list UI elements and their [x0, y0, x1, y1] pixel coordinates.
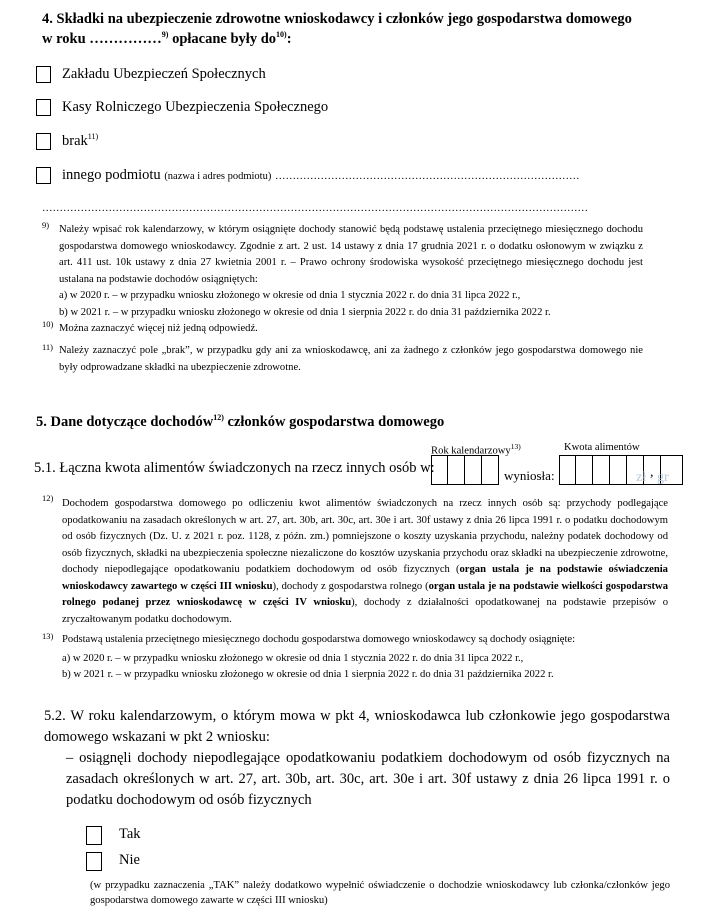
section-5-title: 5. Dane dotyczące dochodów$^{12)}$ członków gospodarstwa domowego	[36, 413, 445, 430]
column-year-header: Rok kalendarzowy$^{13)}$	[431, 442, 521, 457]
item-5-1-label: 5.1. Łączna kwota alimentów świadczonych na rzecz innych osób w:	[34, 460, 435, 476]
zl-label: zł	[636, 470, 647, 485]
footnote-12: Dochodem gospodarstwa domowego po odliczeniu kwot alimentów świadczonych na rzecz innych osób są: przychody podlegające opodatkowaniu na zasadach określonych w art. 27, art. 30b, art. 30c, art. 30e i art. 30f ustawy z dnia 26 lipca 1991 r. o podatku dochodowym od osób fizycznych (Dz. U. z 2021 r. poz. 1128, z późn. zm.) pomniejszone o koszty uzyskania przychodu, należny podatek dochodowy od osób fizycznych, składki na ubezpieczenia społeczne niezaliczone do kosztów uzyskania przychodu oraz składki na ubezpieczenie zdrowotne, dochody niepodlegające opodatkowaniu podatkiem dochodowym od osób fizycznych (organ ustala je na podstawie oświadczenia wnioskodawcy zawartego w części III wniosku), dochody z gospodarstwa rolnego (organ ustala je na podstawie wielkości gospodarstwa rolnego podanej przez wnioskodawcę w części IV wniosku), dochody z działalności opodatkowanej na podstawie przepisów o zryczałtowanym podatku dochodowym.	[62, 498, 668, 625]
amount-cell[interactable]	[559, 455, 576, 485]
checkbox-nie[interactable]	[86, 852, 102, 871]
podmiot-dots-line[interactable]: …………………………………………………………………………………………………………………………………………	[42, 203, 588, 214]
amount-cell[interactable]	[610, 455, 627, 485]
option-krus-label: Kasy Rolniczego Ubezpieczenia Społecznego	[62, 99, 329, 115]
checkbox-zus[interactable]	[36, 66, 51, 83]
decimal-comma: ,	[650, 465, 654, 480]
checkbox-krus[interactable]	[36, 99, 51, 116]
footnote-11-number: 11)	[42, 342, 54, 352]
footnote-13-b: b) w 2021 r. – w przypadku wniosku złożonego w okresie od dnia 1 sierpnia 2022 r. do dnia 31 października 2022 r.	[62, 669, 554, 680]
footnote-9-number: 9)	[42, 220, 50, 230]
checkbox-brak[interactable]	[36, 133, 51, 150]
year-cell[interactable]	[465, 455, 482, 485]
footnote-13-number: 13)	[42, 631, 54, 641]
nie-label: Nie	[119, 852, 140, 868]
column-amount-header: Kwota alimentów	[564, 442, 640, 453]
amount-cell[interactable]	[576, 455, 593, 485]
year-cell[interactable]	[482, 455, 499, 485]
gr-label: gr	[657, 470, 669, 485]
footnote-10-number: 10)	[42, 319, 54, 329]
option-zus-label: Zakładu Ubezpieczeń Społecznych	[62, 66, 266, 82]
option-brak-label: brak$^{11)}$	[62, 132, 99, 149]
footnote-9: Należy wpisać rok kalendarzowy, w którym osiągnięte dochody stanowić będą podstawę ustalenia przeciętnego miesięcznego dochodu gospodarstwa domowego wnioskodawcy. Zgodnie z art. 2 ust. 14 ustawy z dnia 17 grudnia 2021 r. o dodatku osłonowym w związku z art. 411 ust. 10k ustawy z dnia 27 kwietnia 2001 r. – Prawo ochrony środowiska wysokość przeciętnego miesięcznego dochodu jest ustalana na podstawie dochodów osiągniętych: a) w 2020 r. – w przypadku wniosku złożonego w okresie od dnia 1 stycznia 2022 r. do dnia 31 lipca 2022 r., b) w 2021 r. – w przypadku wniosku złożonego w okresie od dnia 1 sierpnia 2022 r. do dnia 31 października 2022 r.	[59, 224, 643, 318]
item-5-2-label: 5.2. W roku kalendarzowym, o którym mowa w pkt 4, wnioskodawca lub członkowie jego gospodarstwa domowego wskazani w pkt 2 wniosku:	[44, 708, 670, 745]
section-4-title: 4. Składki na ubezpieczenie zdrowotne wnioskodawcy i członków jego gospodarstwa domowego w roku ……………$^{9)}$ opłacane były $do^{10)}$:	[42, 11, 632, 47]
year-cell[interactable]	[448, 455, 465, 485]
checkbox-tak[interactable]	[86, 826, 102, 845]
footnote-10: Można zaznaczyć więcej niż jedną odpowiedź.	[59, 323, 258, 334]
wyniosla-label: wyniosła:	[504, 468, 555, 483]
option-inny-podmiot-label: innego podmiotu (nazwa i adres podmiotu) ……………………………………………………………………………	[62, 167, 580, 183]
year-input-cells[interactable]	[431, 455, 499, 485]
footnote-13-a: a) w 2020 r. – w przypadku wniosku złożonego w okresie od dnia 1 stycznia 2022 r. do dnia 31 lipca 2022 r.,	[62, 653, 524, 664]
footnote-13: Podstawą ustalenia przeciętnego miesięcznego dochodu gospodarstwa domowego wnioskodawcy są dochody osiągnięte:	[62, 634, 576, 645]
footnote-12-number: 12)	[42, 493, 54, 503]
checkbox-inny-podmiot[interactable]	[36, 167, 51, 184]
tak-note: (w przypadku zaznaczenia „TAK” należy dodatkowo wypełnić oświadczenie o dochodzie wnioskodawcy lub członka/członków jego gospodarstwa domowego zawarte w części III wniosku)	[90, 880, 670, 906]
footnote-11: Należy zaznaczyć pole „brak”, w przypadku gdy ani za wnioskodawcę, ani za żadnego z członków jego gospodarstwa domowego nie były odprowadzane składki na ubezpieczenie zdrowotne.	[59, 345, 643, 373]
amount-cell[interactable]	[593, 455, 610, 485]
tak-label: Tak	[119, 826, 141, 842]
item-5-2-dash: – osiągnęli dochody niepodlegające opodatkowaniu podatkiem dochodowym od osób fizycznych na zasadach określonych w art. 27, art. 30b, art. 30c, art. 30e i art. 30f ustawy z dnia 26 lipca 1991 r. o podatku dochodowym od osób fizycznych	[66, 750, 670, 808]
year-cell[interactable]	[431, 455, 448, 485]
